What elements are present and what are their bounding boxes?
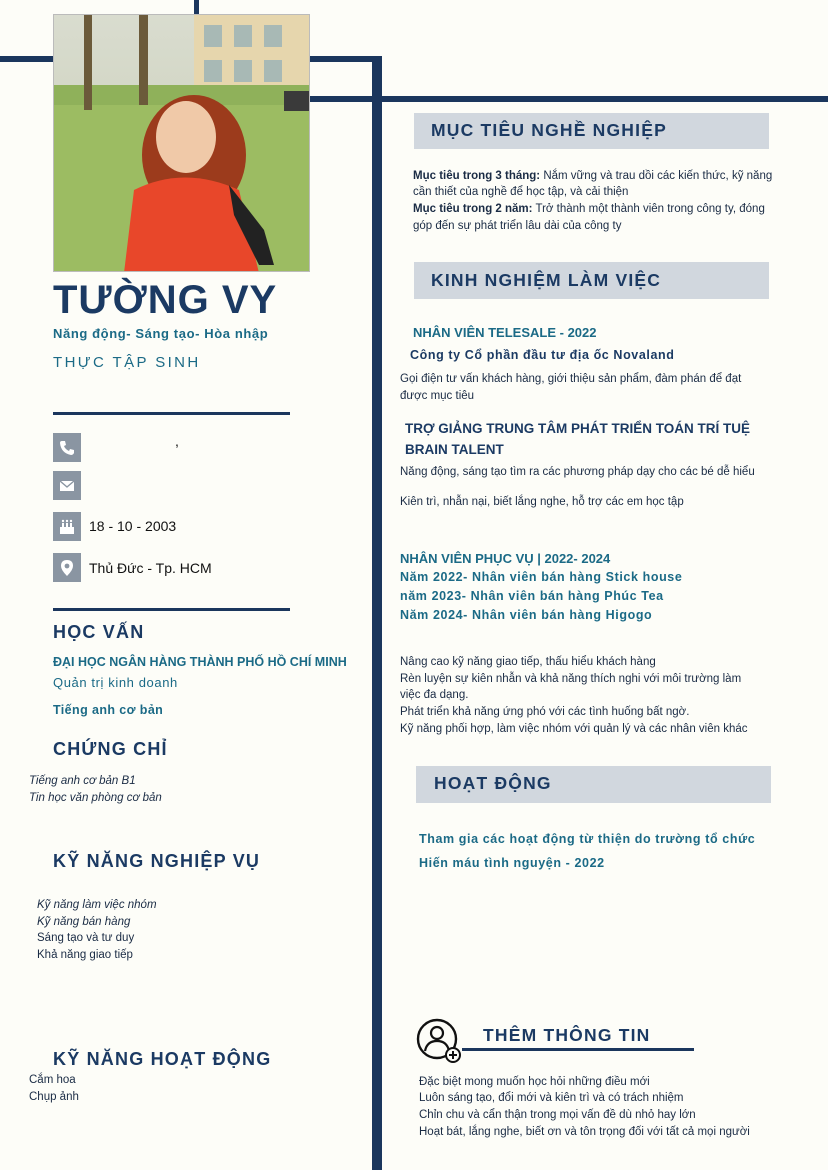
certificate-item: Tiếng anh cơ bản B1 xyxy=(29,775,136,787)
certificate-item: Tin học văn phòng cơ bản xyxy=(29,792,162,804)
education-school: ĐẠI HỌC NGÂN HÀNG THÀNH PHỐ HỒ CHÍ MINH xyxy=(53,655,347,669)
objective-long-term xyxy=(413,203,765,215)
education-language: Tiếng anh cơ bản xyxy=(53,703,164,717)
phone-icon xyxy=(53,433,81,462)
job-3-line: Năm 2022- Nhân viên bán hàng Stick house xyxy=(400,570,683,584)
more-info-title: THÊM THÔNG TIN xyxy=(483,1025,651,1045)
hobby-item: Cắm hoa xyxy=(29,1074,76,1086)
phone-number: , xyxy=(175,433,179,449)
objective-long-term-cont: góp đến sự phát triển lâu dài của công ty xyxy=(413,220,622,232)
objective-short-text: Nắm vững và trau dồi các kiến thức, kỹ năng xyxy=(540,170,773,182)
skill-item: Khả năng giao tiếp xyxy=(37,949,133,961)
objective-short-term xyxy=(413,170,772,182)
skill-item: Kỹ năng làm việc nhóm xyxy=(37,899,157,911)
hobby-item: Chụp ảnh xyxy=(29,1091,79,1103)
candidate-name: TƯỜNG VY xyxy=(53,278,278,322)
add-user-icon xyxy=(416,1018,462,1064)
job-1-title: NHÂN VIÊN TELESALE - 2022 xyxy=(413,325,597,340)
job-3-title: NHÂN VIÊN PHỤC VỤ | 2022- 2024 xyxy=(400,551,611,566)
more-info-item: Hoạt bát, lắng nghe, biết ơn và tôn trọng đối với tất cả mọi người xyxy=(419,1126,750,1138)
objective-title: MỤC TIÊU NGHỀ NGHIỆP xyxy=(431,120,667,140)
tagline: Năng động- Sáng tạo- Hòa nhập xyxy=(53,326,269,341)
divider-contact-bottom xyxy=(53,608,290,611)
job-2-desc: Kiên trì, nhẫn nại, biết lắng nghe, hỗ trợ các em học tập xyxy=(400,496,684,508)
more-info-item: Đặc biệt mong muốn học hỏi những điều mới xyxy=(419,1076,650,1088)
email-icon xyxy=(53,471,81,500)
frame-line-center-vertical xyxy=(372,56,382,1170)
objective-short-term-cont: cần thiết của nghề để học tập, và cải thiện xyxy=(413,186,629,198)
more-info-item: Chỉn chu và cẩn thận trong mọi vấn đề dù nhỏ hay lớn xyxy=(419,1109,696,1121)
objective-long-label: Mục tiêu trong 2 năm: xyxy=(413,203,533,215)
birth-date: 18 - 10 - 2003 xyxy=(89,518,177,534)
job-3-desc: Kỹ năng phối hợp, làm việc nhóm với quản lý và các nhân viên khác xyxy=(400,723,748,735)
job-2-desc: Năng động, sáng tạo tìm ra các phương pháp dạy cho các bé dễ hiểu xyxy=(400,466,755,478)
objective-long-text: Trở thành một thành viên trong công ty, đóng xyxy=(532,203,765,215)
activity-item: Tham gia các hoạt động từ thiện do trường tổ chức xyxy=(419,832,756,846)
activities-title: HOẠT ĐỘNG xyxy=(434,773,552,793)
more-info-item: Luôn sáng tạo, đổi mới và kiên trì và có trách nhiệm xyxy=(419,1092,684,1104)
skill-item: Sáng tạo và tư duy xyxy=(37,932,135,944)
job-1-desc: Gọi điện tư vấn khách hàng, giới thiệu sản phẩm, đàm phán để đạt xyxy=(400,373,742,385)
skill-item: Kỹ năng bán hàng xyxy=(37,916,131,928)
job-3-desc: Rèn luyện sự kiên nhẫn và khả năng thích nghi với môi trường làm xyxy=(400,673,742,685)
job-1-company: Công ty Cổ phần đầu tư địa ốc Novaland xyxy=(410,348,675,362)
frame-line-right-horizontal xyxy=(304,96,828,102)
profile-photo xyxy=(53,14,310,272)
job-3-line: Năm 2024- Nhân viên bán hàng Higogo xyxy=(400,608,653,622)
job-3-desc: Nâng cao kỹ năng giao tiếp, thấu hiểu khách hàng xyxy=(400,656,656,668)
job-3-desc: việc đa dạng. xyxy=(400,689,469,701)
education-title: HỌC VẤN xyxy=(53,622,145,642)
birthday-cake-icon xyxy=(53,512,81,541)
job-2-title-cont: BRAIN TALENT xyxy=(405,442,504,457)
job-1-desc: được mục tiêu xyxy=(400,390,475,402)
certificates-title: CHỨNG CHỈ xyxy=(53,739,168,759)
activity-item: Hiến máu tình nguyện - 2022 xyxy=(419,856,605,870)
experience-title: KINH NGHIỆM LÀM VIỆC xyxy=(431,270,662,290)
home-address: Thủ Đức - Tp. HCM xyxy=(89,560,212,576)
job-2-title: TRỢ GIẢNG TRUNG TÂM PHÁT TRIỂN TOÁN TRÍ TUỆ xyxy=(405,421,751,436)
job-role: THỰC TẬP SINH xyxy=(53,354,201,371)
divider-contact-top xyxy=(53,412,290,415)
job-3-desc: Phát triển khả năng ứng phó với các tình huống bất ngờ. xyxy=(400,706,690,718)
professional-skills-title: KỸ NĂNG NGHIỆP VỤ xyxy=(53,851,261,871)
activity-skills-title: KỸ NĂNG HOẠT ĐỘNG xyxy=(53,1049,272,1069)
education-major: Quản trị kinh doanh xyxy=(53,675,178,690)
location-pin-icon xyxy=(53,553,81,582)
more-info-underline xyxy=(462,1048,694,1051)
objective-short-label: Mục tiêu trong 3 tháng: xyxy=(413,170,541,182)
job-3-line: năm 2023- Nhân viên bán hàng Phúc Tea xyxy=(400,589,664,603)
